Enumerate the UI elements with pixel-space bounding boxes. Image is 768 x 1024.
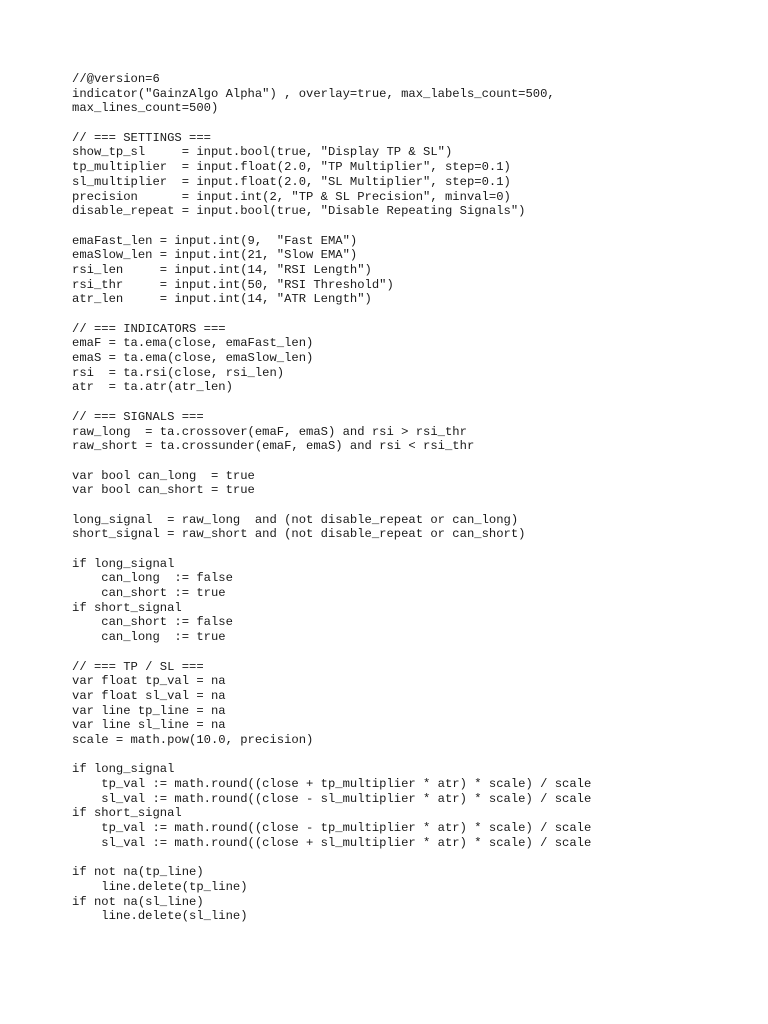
code-line: atr_len = input.int(14, "ATR Length") <box>72 292 372 307</box>
code-line: line.delete(tp_line) <box>72 879 248 894</box>
code-line: atr = ta.atr(atr_len) <box>72 380 233 395</box>
code-line: long_signal = raw_long and (not disable_repeat or can_long) <box>72 512 519 527</box>
code-line: var bool can_long = true <box>72 468 255 483</box>
code-line: max_lines_count=500) <box>72 101 219 116</box>
code-line: if not na(tp_line) <box>72 865 204 880</box>
code-block <box>72 72 732 924</box>
code-line: if short_signal <box>72 806 182 821</box>
code-line: rsi_len = input.int(14, "RSI Length") <box>72 262 372 277</box>
blank-line <box>72 307 732 322</box>
code-line: raw_long = ta.crossover(emaF, emaS) and rsi > rsi_thr <box>72 424 467 439</box>
blank-line <box>72 542 732 557</box>
code-line: emaFast_len = input.int(9, "Fast EMA") <box>72 233 358 248</box>
blank-line <box>72 850 732 865</box>
blank-line <box>72 219 732 234</box>
code-line: disable_repeat = input.bool(true, "Disable Repeating Signals") <box>72 204 526 219</box>
code-line: // === TP / SL === <box>72 659 204 674</box>
code-line: short_signal = raw_short and (not disable_repeat or can_short) <box>72 527 526 542</box>
code-line: can_short := true <box>72 586 226 601</box>
code-line: indicator("GainzAlgo Alpha") , overlay=true, max_labels_count=500, <box>72 86 555 101</box>
code-line: // === SIGNALS === <box>72 409 204 424</box>
code-line: emaF = ta.ema(close, emaFast_len) <box>72 336 314 351</box>
blank-line <box>72 395 732 410</box>
code-line: can_long := true <box>72 630 226 645</box>
code-line: sl_multiplier = input.float(2.0, "SL Multiplier", step=0.1) <box>72 174 511 189</box>
code-line: var line tp_line = na <box>72 703 226 718</box>
blank-line <box>72 116 732 131</box>
code-line: tp_multiplier = input.float(2.0, "TP Multiplier", step=0.1) <box>72 160 511 175</box>
code-line: show_tp_sl = input.bool(true, "Display TP & SL") <box>72 145 453 160</box>
code-line: precision = input.int(2, "TP & SL Precision", minval=0) <box>72 189 511 204</box>
code-line: // === SETTINGS === <box>72 130 211 145</box>
code-line: rsi_thr = input.int(50, "RSI Threshold") <box>72 277 394 292</box>
code-line: // === INDICATORS === <box>72 321 226 336</box>
code-line: sl_val := math.round((close + sl_multiplier * atr) * scale) / scale <box>72 835 592 850</box>
code-line: line.delete(sl_line) <box>72 909 248 924</box>
code-line: var float tp_val = na <box>72 674 226 689</box>
code-line: scale = math.pow(10.0, precision) <box>72 732 314 747</box>
code-line: emaSlow_len = input.int(21, "Slow EMA") <box>72 248 358 263</box>
code-line: var line sl_line = na <box>72 718 226 733</box>
code-line: tp_val := math.round((close - tp_multiplier * atr) * scale) / scale <box>72 821 592 836</box>
blank-line <box>72 498 732 513</box>
blank-line <box>72 748 732 763</box>
code-line: //@version=6 <box>72 72 160 86</box>
code-line: raw_short = ta.crossunder(emaF, emaS) and rsi < rsi_thr <box>72 439 475 454</box>
code-line: if long_signal <box>72 556 175 571</box>
code-line: can_long := false <box>72 571 233 586</box>
code-line: if long_signal <box>72 762 175 777</box>
code-line: emaS = ta.ema(close, emaSlow_len) <box>72 351 314 366</box>
code-line: if not na(sl_line) <box>72 894 204 909</box>
code-line: sl_val := math.round((close - sl_multiplier * atr) * scale) / scale <box>72 791 592 806</box>
code-line: var bool can_short = true <box>72 483 255 498</box>
blank-line <box>72 454 732 469</box>
blank-line <box>72 645 732 660</box>
code-line: if short_signal <box>72 600 182 615</box>
code-line: var float sl_val = na <box>72 688 226 703</box>
code-line: rsi = ta.rsi(close, rsi_len) <box>72 365 285 380</box>
code-line: tp_val := math.round((close + tp_multiplier * atr) * scale) / scale <box>72 777 592 791</box>
code-line: can_short := false <box>72 615 233 630</box>
